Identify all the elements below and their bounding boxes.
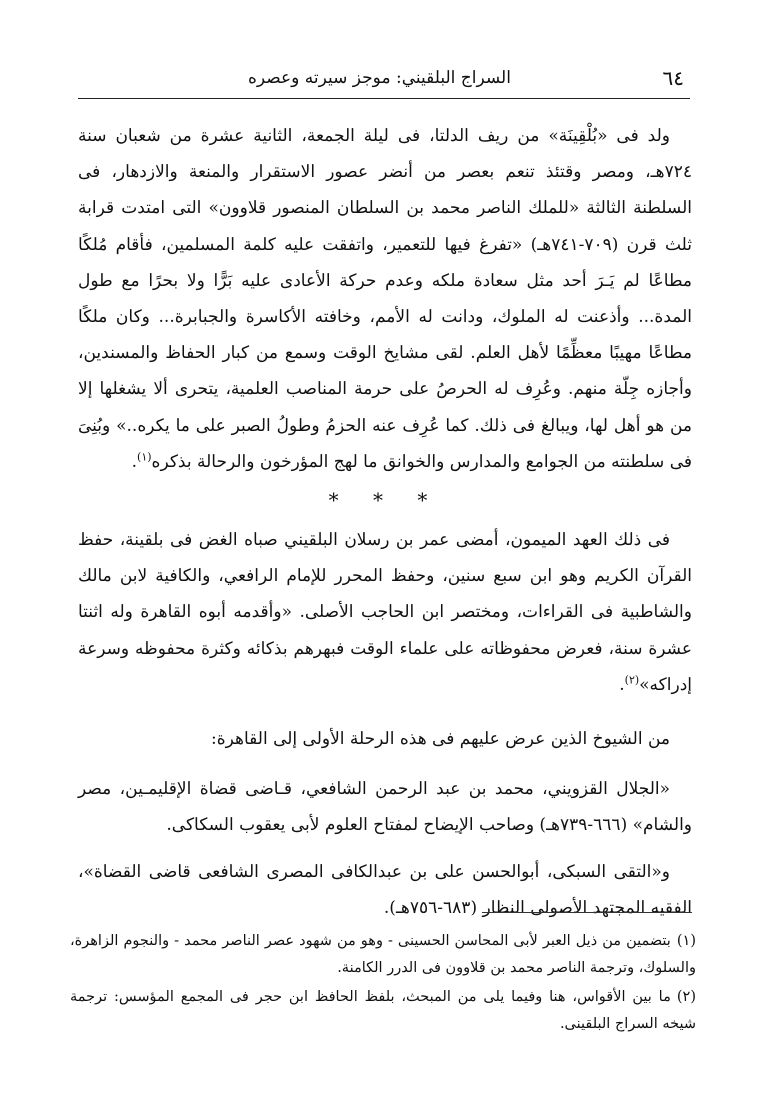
running-head: السراج البلقيني: موجز سيرته وعصره — [248, 68, 511, 88]
header-rule — [78, 98, 690, 99]
paragraph-subki: و«التقى السبكى، أبوالحسن على بن عبدالكافى المصرى الشافعى قاضى القضاة»، الفقيه المجتهد الأصولى النظار (٦٨٣-٧٥٦هـ). — [78, 861, 692, 918]
footnote-2-number: (٢) — [676, 989, 696, 1005]
paragraph-birth-text: ولد فى «بُلْقِينَة» من ريف الدلتا، فى ليلة الجمعة، الثانية عشرة من شعبان سنة ٧٢٤هـ، ومصر وقتئذ تنعم بعصر من أنضر عصور الاستقرار والمنعة والازدهار، فى السلطنة الثالثة «للملك الناصر محمد بن السلطان المنصور قلاوون» التى امتدت قرابة ثلث قرن (٧٠٩-٧٤١هـ) «تفرغ فيها للتعمير، واتفقت عليه كلمة المسلمين، فأقام مُلكًا مطاعًا لم يَـرَ أحد مثل سعادة ملكه وعدم حركة الأعادى عليه بَرًّا ولا بحرًا مع طول المدة... وأذعنت له الملوك، ودانت له الأمم، وخافته الأكاسرة والجبابرة... وكان ملكًا مطاعًا مهيبًا معظِّمًا لأهل العلم. لقى مشايخ الوقت وسمع من كبار الحفاظ والمسندين، وأجازه جِلّة منهم. وعُرِف له الحرصُ على حرمة المناصب العلمية، يتحرى ألا يشغلها إلا من هو أهل لها، ويبالغ فى ذلك. كما عُرِف عنه الحزمُ وطولُ الصبر على ما يكره..» وبُنِىَ فى سلطنته من الجوامع والمدارس والخوانق ما لهج المؤرخون والرحالة بذكره — [78, 126, 693, 472]
page-body — [78, 118, 692, 926]
footnote-rule — [482, 912, 692, 913]
paragraph-birth — [78, 118, 692, 480]
footnote-1-text: بتضمين من ذيل العبر لأبى المحاسن الحسينى - وهو من شهود عصر الناصر محمد - والنجوم الزاهرة، والسلوك، وترجمة الناصر محمد بن قلاوون فى الدرر الكامنة. — [70, 933, 696, 976]
paragraph-qazwini: «الجلال القزويني، محمد بن عبد الرحمن الشافعي، قـاضى قضاة الإقليمـين، مصر والشام» (٦٦٦-٧٣٩هـ) وصاحب الإيضاح لمفتاح العلوم لأبى يعقوب السكاكى. — [78, 779, 692, 836]
spacer — [78, 844, 692, 854]
spacer — [78, 757, 692, 771]
footnote-1 — [70, 928, 696, 982]
section-separator: * * * — [328, 488, 442, 513]
paragraph-teachers-intro: من الشيوخ الذين عرض عليهم فى هذه الرحلة الأولى إلى القاهرة: — [211, 729, 670, 750]
paragraph-youth-text: فى ذلك العهد الميمون، أمضى عمر بن رسلان البلقيني صباه الغض فى بلقينة، حفظ القرآن الكريم وهو ابن سبع سنين، وحفظ المحرر للإمام الرافعي، والكافية لابن مالك والشاطبية فى القراءات، ومختصر ابن الحاجب الأصلى. «وأقدمه أبوه القاهرة وله اثنتا عشرة سنة، فعرض محفوظاته على علماء الوقت فبهرهم بذكائه وكثرة محفوظه وسرعة إدراكه» — [78, 530, 692, 695]
footnote-2 — [70, 984, 696, 1038]
footnote-ref-1[interactable]: (١) — [137, 450, 152, 464]
footnotes — [70, 928, 696, 1040]
page-header — [78, 66, 686, 96]
page-number: ٦٤ — [662, 66, 684, 90]
footnote-ref-2[interactable]: (٢) — [624, 673, 640, 687]
footnote-2-text: ما بين الأقواس، هنا وفيما يلى من المبحث، بلفظ الحافظ ابن حجر فى المجمع المؤسس: ترجمة شيخه السراج البلقينى. — [70, 989, 696, 1032]
paragraph-youth — [78, 522, 692, 703]
spacer — [78, 703, 692, 721]
footnote-1-number: (١) — [676, 933, 696, 949]
paragraph-birth-end: . — [131, 451, 138, 472]
paragraph-youth-end: . — [619, 674, 625, 695]
